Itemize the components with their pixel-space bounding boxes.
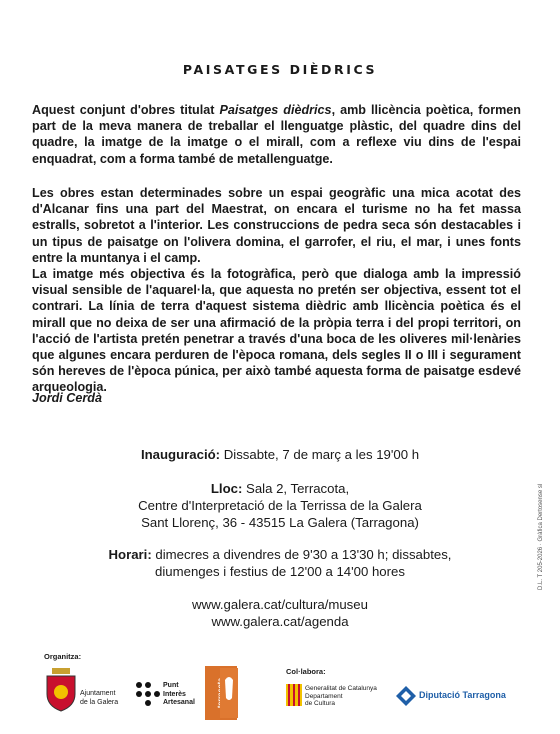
paragraph-2: Les obres estan determinades sobre un espai geogràfic una mica acotat des d'Alcanar fins una part del Maestrat, on encara el turisme no ha fet massa estralls, sobretot a l'interior. Les construccions de pedra seca són destacables i un tipus de paisatge on l'olivera domina, el garrofer, el riu, el mar, i unes fonts entre la muntanya i el camp.	[32, 186, 521, 265]
signature: Jordi Cerdà	[32, 391, 102, 405]
generalitat-logo-text: Generalitat de Catalunya Departament de Cultura	[305, 685, 377, 707]
schedule-info	[0, 546, 560, 580]
location-line-2: Centre d'Interpretació de la Terrissa de la Galera	[138, 498, 422, 513]
paragraph-3: La imatge més objectiva és la fotogràfica, però que dialoga amb la impressió visual sensible de l'aquarel·la, que aquesta no pretén ser objectiva, essent tot el contrari. La línia de terra d'aquest sistema dièdric amb llicència poètica és el mirall que no deixa de ser una afirmació de la pròpia terra i del propi territori, on l'acció de l'artista pretén penetrar a través d'una boca de les oliveres mil·lenàries que algunes encara perduren de l'època romana, dels segles II o III i segurament són hereves de l'època púnica, per això també aquesta forma de paisatge esdevé arqueologia.	[32, 267, 521, 395]
schedule-label: Horari:	[108, 547, 152, 562]
web-links	[0, 596, 560, 630]
ajuntament-shield-icon	[44, 668, 78, 712]
punt-dots-icon	[134, 680, 162, 708]
paragraph-1-title: Paisatges dièdrics	[219, 103, 332, 117]
page-title: PAISATGES DIÈDRICS	[182, 62, 378, 77]
location-line-1: Sala 2, Terracota,	[242, 481, 350, 496]
inauguration-info	[0, 446, 560, 463]
schedule-line-2: diumenges i festius de 12'00 a 14'00 hores	[155, 564, 405, 579]
collabora-label: Col·labora:	[286, 667, 326, 676]
location-label: Lloc:	[210, 481, 243, 496]
legal-credit: D.L. T 205-2026 · Gràfica Dertosense sl	[538, 483, 544, 590]
location-line-3: Sant Llorenç, 36 - 43515 La Galera (Tarragona)	[141, 515, 419, 530]
inauguration-label: Inauguració:	[140, 447, 221, 462]
paragraph-1-suffix: , amb llicència poètica, formen part de la meva manera de treballar el llenguatge plàstic, del quadre dins del quadre, la imatge de la imatge o el mirall, com a reflexe viu dins de l'espai enquadrat, com a forma també de metallenguatge.	[32, 103, 521, 166]
location-info	[0, 480, 560, 531]
inauguration-value: Dissabte, 7 de març a les 19'00 h	[220, 447, 420, 462]
web-link-agenda[interactable]: www.galera.cat/agenda	[211, 614, 349, 629]
diputacio-logo-text: Diputació Tarragona	[419, 690, 506, 700]
paragraph-1-prefix: Aquest conjunt d'obres titulat	[32, 103, 220, 117]
generalitat-flag-icon	[286, 684, 302, 706]
paragraph-1	[32, 102, 521, 167]
ajuntament-logo-text: Ajuntament de la Galera	[80, 690, 119, 706]
punt-interes-logo-text: Punt Interès Artesanal	[163, 682, 195, 706]
schedule-line-1: dimecres a divendres de 9'30 a 13'30 h; dissabtes,	[151, 547, 452, 562]
web-link-museu[interactable]: www.galera.cat/cultura/museu	[192, 597, 368, 612]
terracota-pot-icon	[220, 668, 238, 718]
organitza-label: Organitza:	[44, 652, 82, 661]
diputacio-diamond-icon	[396, 686, 416, 706]
